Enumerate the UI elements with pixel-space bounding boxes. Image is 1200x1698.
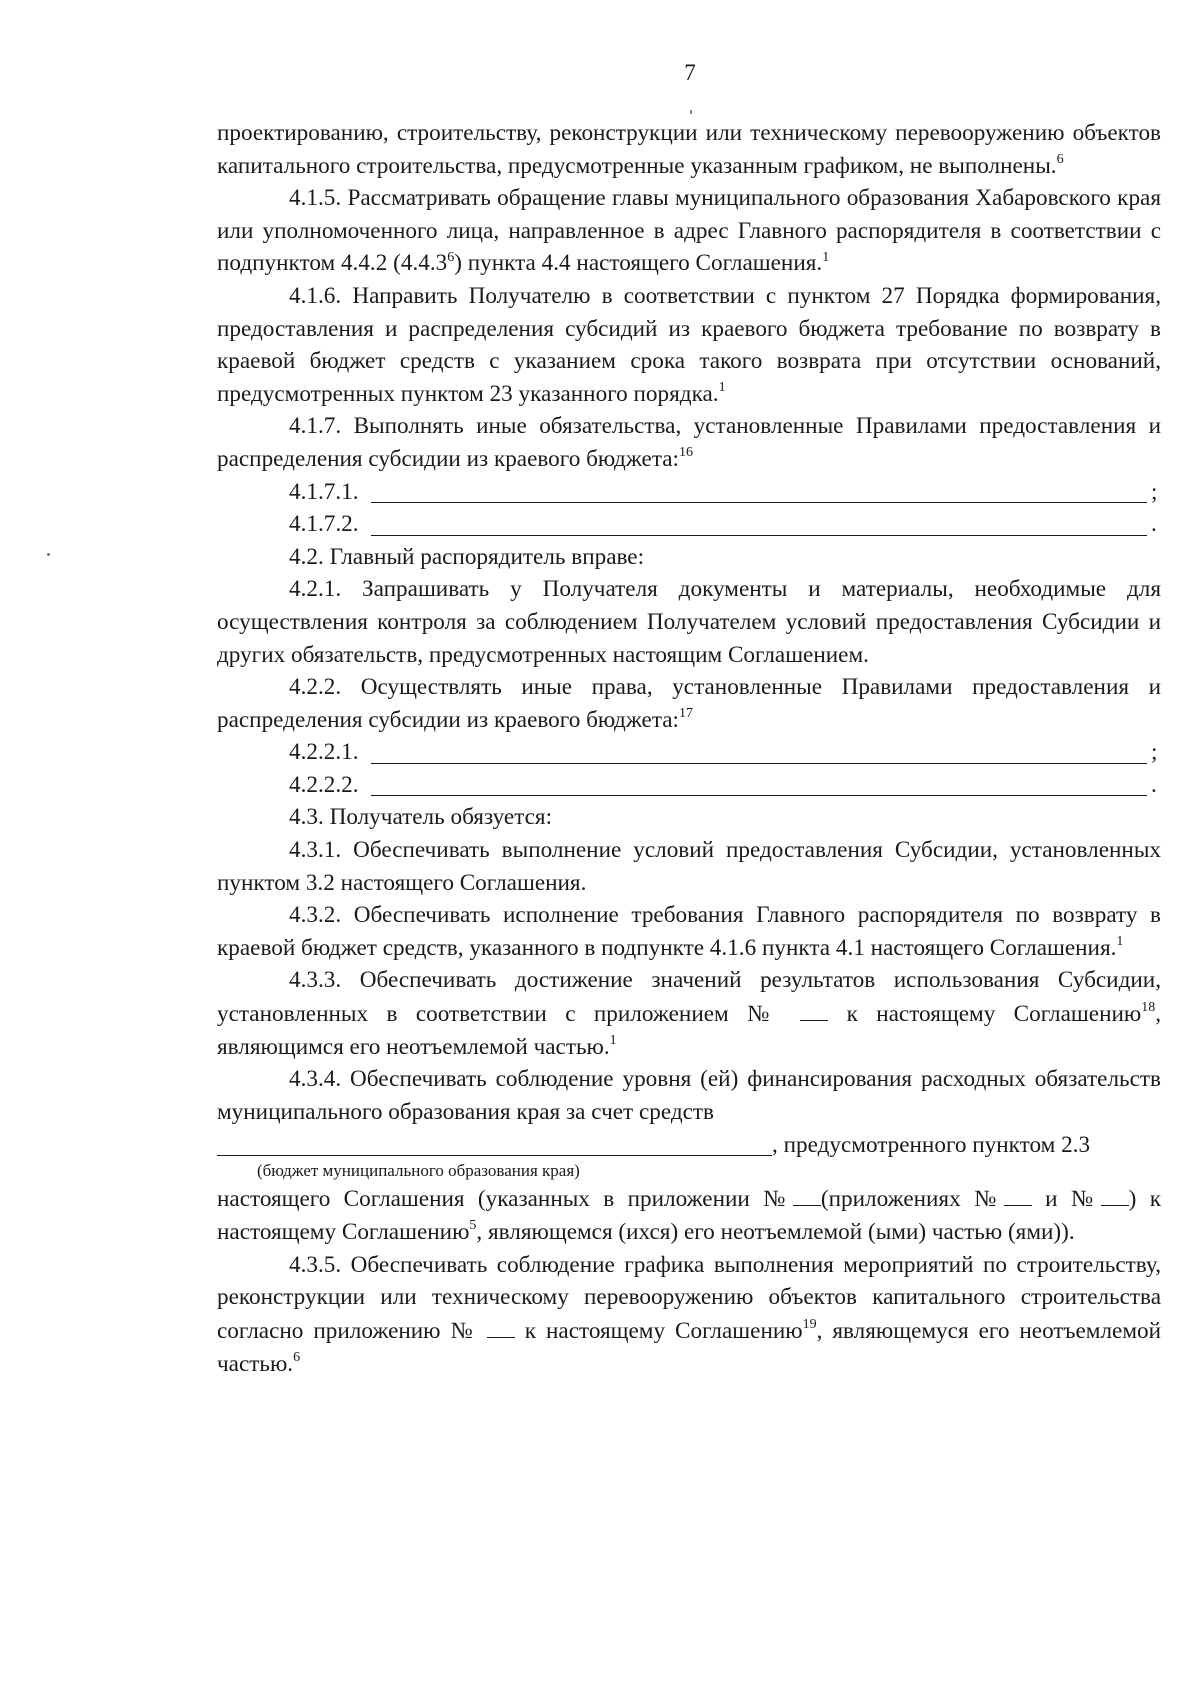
paragraph-text: , являющемся (ихся) его неотъемлемой (ыми) частью (ями)).: [476, 1218, 1075, 1245]
paragraph-continuation: [217, 117, 1161, 182]
paragraph-4-3-1: 4.3.1. Обеспечивать выполнение условий предоставления Субсидии, установленных пунктом 3.2 настоящего Соглашения.: [217, 837, 1161, 896]
paragraph-text: , предусмотренного пунктом 2.3: [772, 1131, 1091, 1158]
item-number: 4.2.2.2.: [289, 771, 359, 798]
scan-artifact: [690, 110, 692, 114]
fill-in-line: [217, 1131, 772, 1156]
footnote-ref: 1: [822, 249, 830, 265]
footnote-ref: 1: [609, 1033, 617, 1049]
item-number: 4.1.7.1.: [289, 478, 359, 505]
paragraph-text: 4.1.5. Рассматривать обращение главы муниципального образования Хабаровского края или уполномоченного лица, направленное в адрес Главного распорядителя в соответствии с подпунктом 4.4.2 (4.4.3: [217, 185, 1161, 277]
fill-in-line: [371, 478, 1147, 503]
paragraph-4-3-4-continuation: [217, 1182, 1161, 1248]
blank-item-4-1-7-1: [217, 476, 1161, 509]
paragraph-4-3-5: [217, 1249, 1161, 1381]
item-punctuation: ;: [1151, 478, 1158, 505]
paragraph-text: 4.2.2. Осуществлять иные права, установленные Правилами предоставления и распределения субсидии из краевого бюджета:: [217, 674, 1161, 733]
fill-in-blank: [793, 1182, 821, 1206]
paragraph-4-1-7: [217, 410, 1161, 475]
paragraph-text: к настоящему Соглашению: [846, 1001, 1142, 1028]
footnote-ref: 6: [293, 1349, 301, 1365]
paragraph-text: ) к настоящему Соглашению: [217, 1186, 1161, 1245]
fill-in-blank: [800, 997, 828, 1021]
paragraph-text: и №: [1045, 1186, 1101, 1213]
blank-item-4-2-2-2: [217, 769, 1161, 802]
paragraph-text: к настоящему Соглашению: [524, 1317, 803, 1344]
footnote-ref: 1: [1116, 934, 1124, 950]
footnote-ref: 16: [679, 445, 693, 461]
item-number: 4.1.7.2.: [289, 511, 359, 538]
paragraph-4-1-5: [217, 182, 1161, 280]
footnote-ref: 19: [802, 1317, 817, 1333]
fill-in-blank: [487, 1314, 515, 1338]
fill-in-line: [371, 739, 1147, 764]
paragraph-4-2: 4.2. Главный распорядитель вправе:: [289, 543, 645, 570]
fill-in-blank: [1101, 1182, 1129, 1206]
paragraph-text: ) пункта 4.4 настоящего Соглашения.: [454, 250, 823, 277]
blank-item-4-1-7-2: [217, 508, 1161, 541]
paragraph-4-1-6: [217, 280, 1161, 410]
item-punctuation: ;: [1151, 739, 1158, 766]
paragraph-4-3-2: [217, 899, 1161, 964]
fill-in-line: [371, 771, 1147, 796]
paragraph-text: настоящего Соглашения (указанных в приложении №: [217, 1186, 793, 1213]
document-body: [217, 117, 1161, 1380]
paragraph-4-3: 4.3. Получатель обязуется:: [289, 804, 553, 831]
budget-fill-line: [217, 1129, 1161, 1162]
item-punctuation: .: [1151, 511, 1157, 538]
paragraph-text: 4.3.5. Обеспечивать соблюдение графика выполнения мероприятий по строительству, реконструкции или техническому перевооружению объектов капитального строительства согласно приложению №: [217, 1251, 1161, 1344]
paragraph-4-3-4: 4.3.4. Обеспечивать соблюдение уровня (ей) финансирования расходных обязательств муниципального образования края за счет средств: [217, 1066, 1161, 1125]
footnote-ref: 17: [679, 705, 693, 721]
paragraph-4-2-2: [217, 671, 1161, 736]
paragraph-text: 4.3.3. Обеспечивать достижение значений результатов использования Субсидии, установленных в соответствии с приложением №: [217, 967, 1161, 1028]
paragraph-text: проектированию, строительству, реконструкции или техническому перевооружению объектов капитального строительства, предусмотренные указанным графиком, не выполнены.: [217, 120, 1161, 179]
paragraph-4-3-3: [217, 964, 1161, 1063]
blank-item-4-2-2-1: [217, 736, 1161, 769]
page-number: 7: [684, 60, 696, 85]
paragraph-4-2-1: 4.2.1. Запрашивать у Получателя документы и материалы, необходимые для осуществления контроля за соблюдением Получателем условий предоставления Субсидии и других обязательств, предусмотренных настоящим Соглашением.: [217, 576, 1161, 668]
fill-in-line: [371, 511, 1147, 536]
paragraph-text: (приложениях №: [820, 1186, 1004, 1213]
paragraph-text: , являющимся его неотъемлемой частью.: [217, 1001, 1162, 1060]
footnote-ref: 6: [447, 249, 455, 265]
footnote-ref: 5: [469, 1218, 477, 1234]
paragraph-text: 4.3.2. Обеспечивать исполнение требования Главного распорядителя по возврату в краевой бюджет средств, указанного в подпункте 4.1.6 пункта 4.1 настоящего Соглашения.: [217, 902, 1161, 961]
footnote-ref: 6: [1056, 151, 1064, 167]
footnote-ref: 18: [1141, 1000, 1156, 1016]
scan-artifact-dot: [47, 553, 50, 556]
paragraph-text: 4.1.6. Направить Получателю в соответствии с пунктом 27 Порядка формирования, предоставления и распределения субсидий из краевого бюджета требование по возврату в краевой бюджет средств с указанием срока такого возврата при отсутствии оснований, предусмотренных пунктом 23 указанного порядка.: [217, 282, 1161, 407]
fill-in-caption: (бюджет муниципального образования края): [257, 1161, 580, 1181]
paragraph-text: 4.1.7. Выполнять иные обязательства, установленные Правилами предоставления и распределения субсидии из краевого бюджета:: [217, 413, 1161, 472]
item-punctuation: .: [1151, 771, 1157, 798]
item-number: 4.2.2.1.: [289, 739, 359, 766]
fill-in-blank: [1004, 1182, 1032, 1206]
footnote-ref: 1: [718, 380, 726, 396]
paragraph-text: , являющемуся его неотъемлемой частью.: [217, 1317, 1162, 1377]
